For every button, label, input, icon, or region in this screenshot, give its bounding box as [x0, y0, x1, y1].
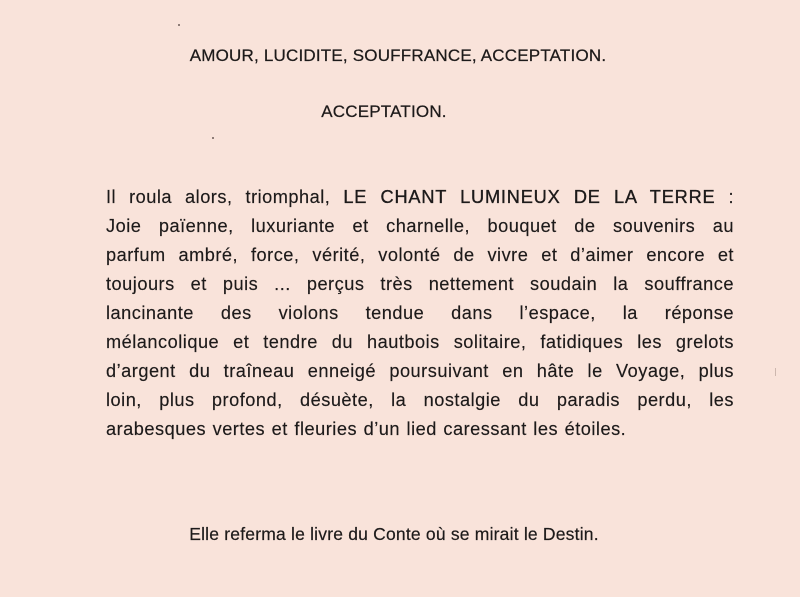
paper-speck — [212, 137, 214, 139]
line-1-suffix: : — [715, 187, 734, 207]
paragraph-line-2: Joie païenne, luxuriante et charnelle, bouquet de souvenirs au — [106, 216, 734, 236]
paragraph-line-3: parfum ambré, force, vérité, volonté de vivre et d’aimer encore et — [106, 245, 734, 265]
paragraph-line-5: lancinante des violons tendue dans l’espace, la réponse — [106, 303, 734, 323]
paragraph-line-6: mélancolique et tendre du hautbois solitaire, fatidiques les grelots — [106, 332, 734, 352]
closing-sentence: Elle referma le livre du Conte où se mirait le Destin. — [189, 524, 599, 544]
chant-lumineux-emphasis: LE CHANT LUMINEUX DE LA TERRE — [343, 187, 716, 207]
paper-speck — [775, 368, 776, 376]
paper-speck — [178, 24, 180, 26]
line-1-prefix: Il roula alors, triomphal, — [106, 187, 344, 207]
paragraph-line-8: loin, plus profond, désuète, la nostalgie du paradis perdu, les — [106, 390, 734, 410]
paragraph-line-4: toujours et puis ... perçus très nettement soudain la souffrance — [106, 274, 734, 294]
body-paragraph — [106, 183, 734, 444]
heading-title: AMOUR, LUCIDITE, SOUFFRANCE, ACCEPTATION. — [189, 46, 607, 65]
paragraph-line-7: d’argent du traîneau enneigé poursuivant en hâte le Voyage, plus — [106, 361, 734, 381]
paragraph-line-9: arabesques vertes et fleuries d’un lied caressant les étoiles. — [106, 419, 627, 439]
paragraph-line-1 — [106, 183, 734, 212]
heading-subtitle: ACCEPTATION. — [321, 102, 447, 121]
